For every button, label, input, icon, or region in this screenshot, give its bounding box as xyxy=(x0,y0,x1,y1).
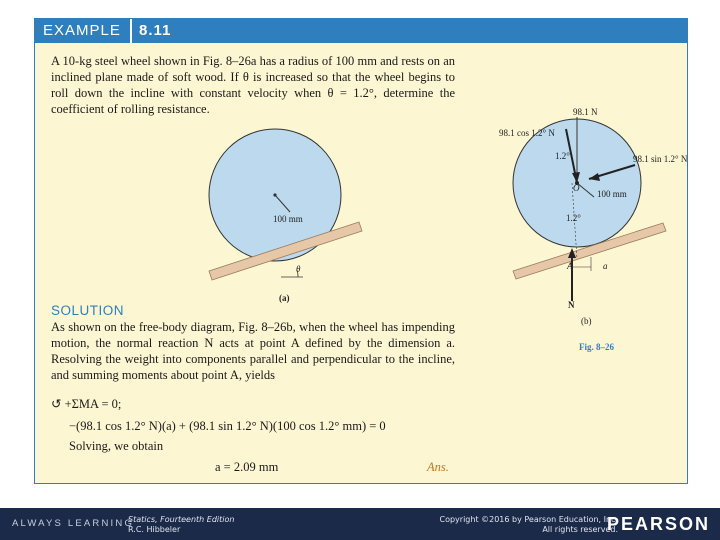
caption-b: (b) xyxy=(581,316,592,326)
always-learning-tagline: ALWAYS LEARNING xyxy=(12,518,135,529)
figure-a xyxy=(173,129,373,304)
center-label-b: O xyxy=(573,183,580,193)
example-header xyxy=(35,19,687,43)
cos-label-b: 98.1 cos 1.2° N xyxy=(499,128,555,138)
example-label: EXAMPLE xyxy=(43,22,121,39)
normal-label-b: N xyxy=(568,300,575,310)
wheel-center-a xyxy=(273,193,276,196)
example-number: 8.11 xyxy=(139,22,172,39)
radius-label-b: 100 mm xyxy=(597,189,627,199)
solving-text: Solving, we obtain xyxy=(69,439,164,453)
header-divider xyxy=(130,19,132,43)
angle-bottom-label-b: 1.2° xyxy=(566,213,581,223)
copyright-info xyxy=(439,515,618,535)
rights-text: All rights reserved. xyxy=(542,525,618,534)
copyright-text: Copyright ©2016 by Pearson Education, Inc. xyxy=(439,515,618,524)
point-label-b: A xyxy=(567,261,573,271)
moment-equation: ↺ +ΣMA = 0; xyxy=(51,397,122,411)
weight-label-b: 98.1 N xyxy=(573,107,598,117)
angle-top-label-b: 1.2° xyxy=(555,151,570,161)
radius-label-a: 100 mm xyxy=(273,214,303,224)
figure-b xyxy=(461,89,711,352)
caption-a: (a) xyxy=(279,293,290,303)
moment-equation-expanded: −(98.1 cos 1.2° N)(a) + (98.1 sin 1.2° N)(100 cos 1.2° mm) = 0 xyxy=(69,419,386,433)
answer-label: Ans. xyxy=(427,460,449,474)
pearson-logo: PEARSON xyxy=(606,514,710,534)
book-info xyxy=(128,515,234,535)
footer-bar xyxy=(0,508,720,540)
sin-label-b: 98.1 sin 1.2° N xyxy=(633,154,688,164)
solution-heading: SOLUTION xyxy=(51,303,125,318)
example-panel xyxy=(34,18,688,484)
solution-text: As shown on the free-body diagram, Fig. 8–26b, when the wheel has impending motion, the normal reaction N acts at point A defined by the dimension a. Resolving the weight into components parallel and perpendicular to the incline, and summing moments about point A, yields xyxy=(51,320,455,382)
result-equation: a = 2.09 mm xyxy=(215,460,279,474)
problem-statement: A 10-kg steel wheel shown in Fig. 8–26a has a radius of 100 mm and rests on an inclined plane made of soft wood. If θ is increased so that the wheel begins to roll down the incline with constant velocity when θ = 1.2°, determine the coefficient of rolling resistance. xyxy=(51,54,455,116)
book-author: R.C. Hibbeler xyxy=(128,525,181,534)
a-label-b: a xyxy=(603,261,608,271)
fig-label-b: Fig. 8–26 xyxy=(579,342,614,352)
book-title: Statics, Fourteenth Edition xyxy=(128,515,235,524)
theta-label-a: θ xyxy=(296,264,301,274)
